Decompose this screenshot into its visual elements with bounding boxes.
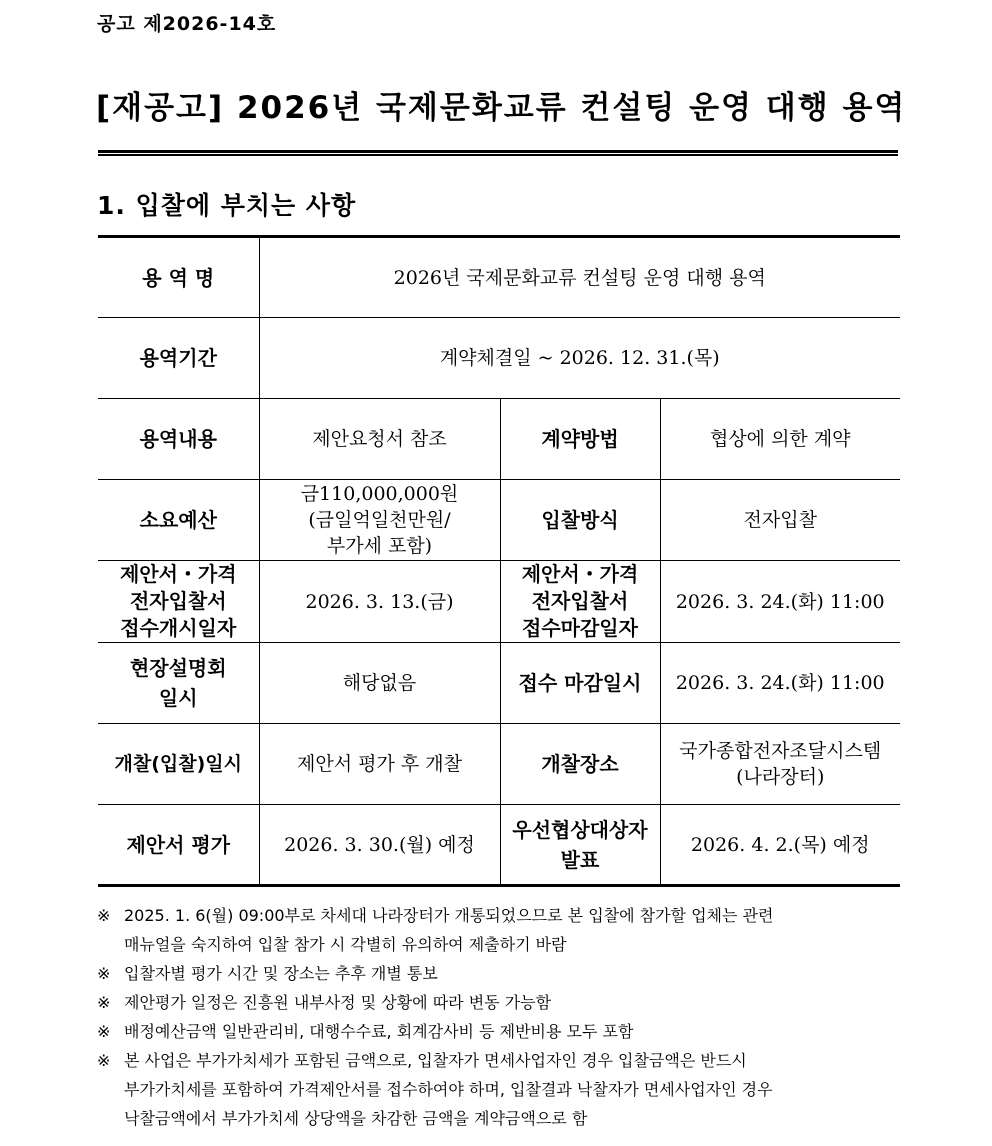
service-name-label: 용 역 명 [98,237,259,318]
opening-label: 개찰(입찰)일시 [98,724,259,805]
table-row [98,561,900,643]
submit-end-value: 2026. 3. 24.(화) 11:00 [660,561,900,643]
evaluation-label: 제안서 평가 [98,805,259,886]
document-title: [재공고] 2026년 국제문화교류 컨설팅 운영 대행 용역 [96,90,907,126]
contract-method-label: 계약방법 [500,399,660,480]
note-mark: ※ [97,993,111,1012]
note-text: 본 사업은 부가가치세가 포함된 금액으로, 입찰자가 면세사업자인 경우 입찰금액은 반드시 부가가치세를 포함하여 가격제안서를 접수하여야 하며, 입찰결과 낙찰자가 면세사업자인 경우 낙찰금액에서 부가가치세 상당액을 차감한 금액을 계약금액으로 함 [124,1051,773,1128]
title-double-rule [98,150,898,156]
note-mark: ※ [97,964,111,983]
opening-place-label: 개찰장소 [500,724,660,805]
bid-info-table [98,235,900,887]
table-row [98,480,900,561]
bid-method-value: 전자입찰 [660,480,900,561]
submit-start-value: 2026. 3. 13.(금) [259,561,500,643]
opening-value: 제안서 평가 후 개찰 [259,724,500,805]
notes-list [97,901,899,1133]
evaluation-value: 2026. 3. 30.(월) 예정 [259,805,500,886]
section-heading: 1. 입찰에 부치는 사항 [97,191,357,220]
notice-number: 공고 제2026-14호 [97,13,277,35]
list-item [97,901,899,959]
deadline-label: 접수 마감일시 [500,643,660,724]
note-mark: ※ [97,1051,111,1070]
budget-value: 금110,000,000원 (금일억일천만원/ 부가세 포함) [259,480,500,561]
budget-label: 소요예산 [98,480,259,561]
service-name-value: 2026년 국제문화교류 컨설팅 운영 대행 용역 [259,237,900,318]
table-row [98,805,900,886]
content-value: 제안요청서 참조 [259,399,500,480]
announce-label: 우선협상대상자 발표 [500,805,660,886]
list-item [97,1046,899,1133]
table-row [98,318,900,399]
note-text: 입찰자별 평가 시간 및 장소는 추후 개별 통보 [124,964,438,983]
table-row [98,399,900,480]
list-item [97,959,899,988]
submit-start-label: 제안서・가격 전자입찰서 접수개시일자 [98,561,259,643]
note-text: 배정예산금액 일반관리비, 대행수수료, 회계감사비 등 제반비용 모두 포함 [124,1022,634,1041]
briefing-label: 현장설명회 일시 [98,643,259,724]
list-item [97,988,899,1017]
table-row [98,724,900,805]
announce-value: 2026. 4. 2.(목) 예정 [660,805,900,886]
list-item [97,1017,899,1046]
briefing-value: 해당없음 [259,643,500,724]
deadline-value: 2026. 3. 24.(화) 11:00 [660,643,900,724]
contract-method-value: 협상에 의한 계약 [660,399,900,480]
content-label: 용역내용 [98,399,259,480]
bid-method-label: 입찰방식 [500,480,660,561]
opening-place-value: 국가종합전자조달시스템 (나라장터) [660,724,900,805]
note-mark: ※ [97,1022,111,1041]
note-text: 제안평가 일정은 진흥원 내부사정 및 상황에 따라 변동 가능함 [124,993,552,1012]
note-mark: ※ [97,906,111,925]
submit-end-label: 제안서・가격 전자입찰서 접수마감일자 [500,561,660,643]
period-label: 용역기간 [98,318,259,399]
table-row [98,643,900,724]
period-value: 계약체결일 ~ 2026. 12. 31.(목) [259,318,900,399]
note-text: 2025. 1. 6(월) 09:00부로 차세대 나라장터가 개통되었으므로 본 입찰에 참가할 업체는 관련 매뉴얼을 숙지하여 입찰 참가 시 각별히 유의하여 제출하기 바람 [124,906,774,954]
table-row [98,237,900,318]
